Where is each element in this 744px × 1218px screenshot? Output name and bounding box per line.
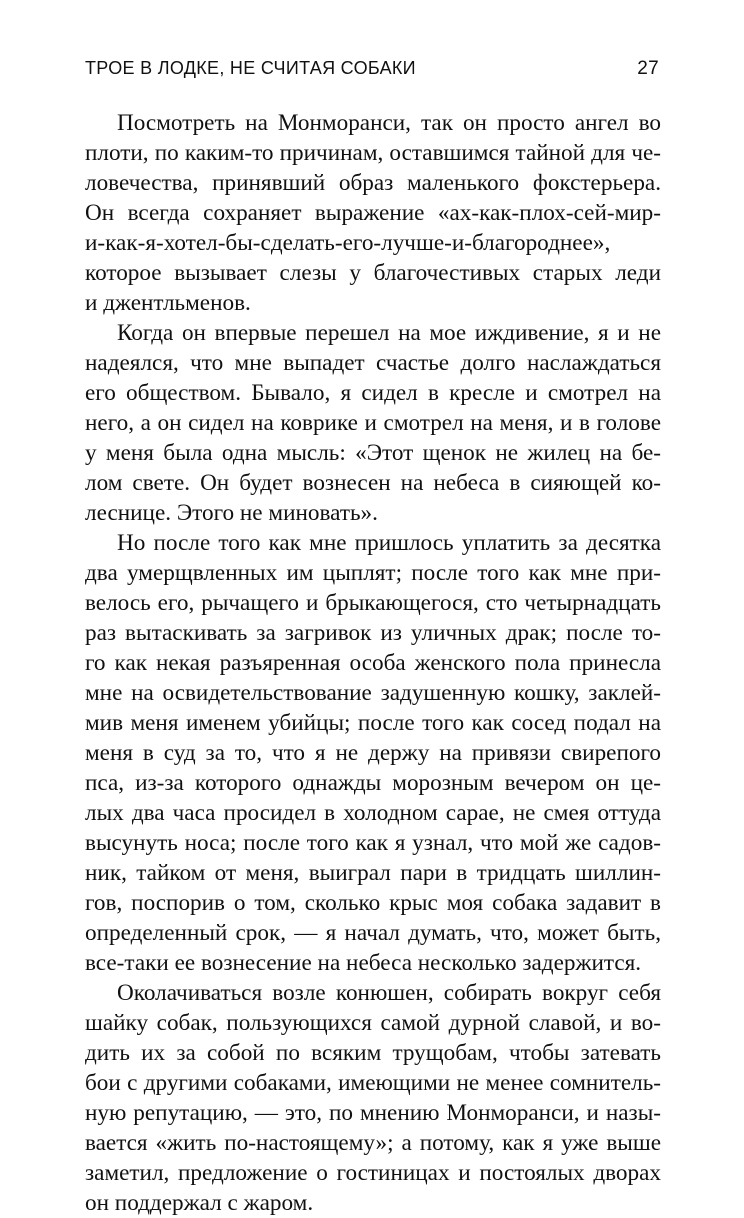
text-line: он поддержал с жаром.: [85, 1190, 314, 1216]
text-line: раз вытаскивать за загривок из уличных драк; после то-: [85, 620, 661, 646]
text-line: мне на освидетельствование задушенную кошку, заклей-: [85, 680, 661, 706]
text-line: заметил, предложение о гостиницах и постоялых дворах: [85, 1160, 661, 1186]
text-line: шайку собак, пользующихся самой дурной славой, и во-: [85, 1010, 661, 1036]
text-line: Посмотреть на Монморанси, так он просто ангел во: [117, 110, 661, 136]
text-line: все-таки ее вознесение на небеса несколько задержится.: [85, 950, 642, 976]
text-line: у меня была одна мысль: «Этот щенок не жилец на бе-: [85, 440, 661, 466]
text-line: высунуть носа; после того как я узнал, что мой же садов-: [85, 830, 661, 856]
text-line: два умерщвленных им цыплят; после того как мне при-: [85, 560, 661, 586]
text-line: ловечества, принявший образ маленького фокстерьера.: [85, 170, 661, 196]
text-line: ную репутацию, — это, по мнению Монморанси, и назы-: [85, 1100, 661, 1126]
body-text: [85, 108, 661, 1218]
text-line: и-как-я-хотел-бы-сделать-его-лучше-и-благороднее»,: [85, 230, 611, 256]
text-line: плоти, по каким-то причинам, оставшимся тайной для че-: [85, 140, 661, 166]
text-line: дить их за собой по всяким трущобам, чтобы затевать: [85, 1040, 661, 1066]
text-line: надеялся, что мне выпадет счастье долго наслаждаться: [85, 350, 661, 376]
text-line: го как некая разъяренная особа женского пола принесла: [85, 650, 661, 676]
text-line: Но после того как мне пришлось уплатить за десятка: [117, 530, 661, 556]
text-line: мив меня именем убийцы; после того как сосед подал на: [85, 710, 661, 736]
running-title: ТРОЕ В ЛОДКЕ, НЕ СЧИТАЯ СОБАКИ: [85, 58, 416, 78]
text-line: велось его, рычащего и брыкающегося, сто четырнадцать: [85, 590, 661, 616]
page-number: 27: [637, 58, 659, 79]
paragraph: [85, 528, 661, 978]
paragraph: [85, 108, 661, 318]
text-line: меня в суд за то, что я не держу на привязи свирепого: [85, 740, 661, 766]
text-line: лом свете. Он будет вознесен на небеса в сияющей ко-: [85, 470, 661, 496]
text-line: и джентльменов.: [85, 290, 251, 316]
text-line: Околачиваться возле конюшен, собирать вокруг себя: [117, 980, 661, 1006]
paragraph: [85, 978, 661, 1218]
text-line: бои с другими собаками, имеющими не менее сомнитель-: [85, 1070, 661, 1096]
text-line: Когда он впервые перешел на мое иждивение, я и не: [117, 320, 661, 346]
paragraph: [85, 318, 661, 528]
text-line: Он всегда сохраняет выражение «ах-как-плох-сей-мир-: [85, 200, 661, 226]
text-line: которое вызывает слезы у благочестивых старых леди: [85, 260, 661, 286]
text-line: гов, поспорив о том, сколько крыс моя собака задавит в: [85, 890, 661, 916]
text-line: леснице. Этого не миновать».: [85, 500, 378, 526]
text-line: лых два часа просидел в холодном сарае, не смея оттуда: [85, 800, 661, 826]
text-line: определенный срок, — я начал думать, что, может быть,: [85, 920, 661, 946]
text-line: его обществом. Бывало, я сидел в кресле и смотрел на: [85, 380, 661, 406]
text-line: него, а он сидел на коврике и смотрел на меня, и в голове: [85, 410, 661, 436]
page-header: [85, 58, 659, 82]
text-line: пса, из-за которого однажды морозным вечером он це-: [85, 770, 661, 796]
text-line: ник, тайком от меня, выиграл пари в тридцать шиллин-: [85, 860, 661, 886]
text-line: вается «жить по-настоящему»; а потому, как я уже выше: [85, 1130, 661, 1156]
